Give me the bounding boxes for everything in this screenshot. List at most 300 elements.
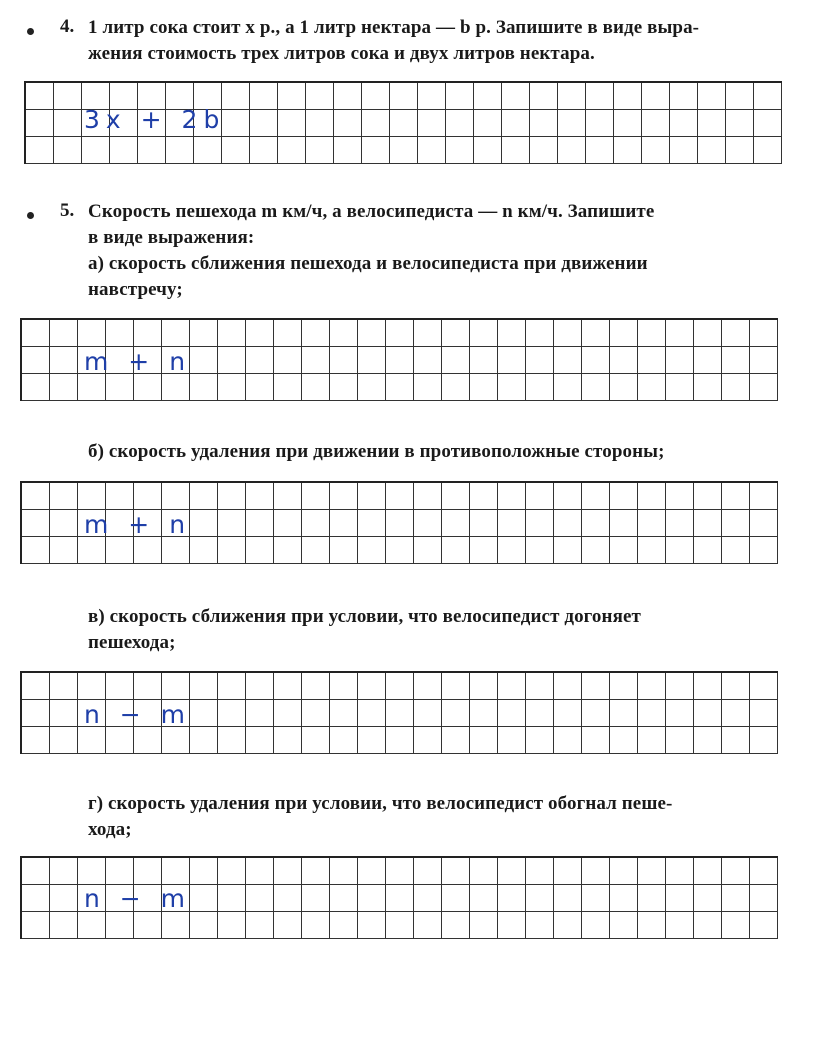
task5-bullet (27, 212, 34, 219)
grid-cell (414, 858, 442, 885)
grid-cell (498, 320, 526, 347)
grid-cell (162, 320, 190, 347)
grid-cell (582, 727, 610, 754)
grid-cell (610, 912, 638, 939)
grid-cell (358, 483, 386, 510)
grid-cell (330, 885, 358, 912)
grid-cell (218, 912, 246, 939)
grid-cell (274, 885, 302, 912)
grid-cell (582, 885, 610, 912)
grid-cell (698, 83, 726, 110)
grid-cell (470, 320, 498, 347)
grid-cell (306, 137, 334, 164)
grid-cell (614, 137, 642, 164)
grid-cell (50, 858, 78, 885)
grid-cell (274, 483, 302, 510)
grid-cell (362, 137, 390, 164)
grid-cell (110, 137, 138, 164)
grid-cell (330, 673, 358, 700)
grid-cell (22, 537, 50, 564)
grid-cell (390, 110, 418, 137)
grid-cell (526, 912, 554, 939)
grid-cell (554, 885, 582, 912)
grid-cell (386, 858, 414, 885)
grid-cell (50, 510, 78, 537)
grid-cell (470, 510, 498, 537)
grid-cell (246, 320, 274, 347)
grid-cell (106, 537, 134, 564)
grid-cell (554, 858, 582, 885)
grid-cell (498, 727, 526, 754)
grid-cell (134, 673, 162, 700)
grid-cell (250, 137, 278, 164)
grid-cell (246, 700, 274, 727)
grid-cell (386, 320, 414, 347)
grid-cell (722, 727, 750, 754)
grid-cell (50, 483, 78, 510)
grid-cell (222, 110, 250, 137)
grid-cell (250, 83, 278, 110)
grid-cell (218, 347, 246, 374)
grid-cell (694, 673, 722, 700)
grid-cell (358, 374, 386, 401)
grid-cell (582, 510, 610, 537)
grid-cell (554, 673, 582, 700)
grid-cell (414, 483, 442, 510)
grid-cell (754, 83, 782, 110)
grid-cell (54, 83, 82, 110)
grid-cell (386, 537, 414, 564)
grid-cell (442, 510, 470, 537)
grid-cell (582, 673, 610, 700)
grid-cell (134, 537, 162, 564)
grid-cell (666, 374, 694, 401)
grid-cell (218, 537, 246, 564)
grid-cell (162, 537, 190, 564)
grid-cell (190, 700, 218, 727)
task5b-answer: m + n (84, 510, 192, 539)
grid-cell (26, 83, 54, 110)
grid-cell (666, 912, 694, 939)
grid-cell (750, 727, 778, 754)
grid-cell (386, 727, 414, 754)
grid-cell (50, 537, 78, 564)
grid-cell (386, 673, 414, 700)
task5b-text-line1: б) скорость удаления при движении в противоположные стороны; (88, 441, 665, 462)
grid-cell (330, 347, 358, 374)
grid-cell (218, 320, 246, 347)
grid-cell (474, 83, 502, 110)
grid-cell (190, 727, 218, 754)
grid-cell (638, 483, 666, 510)
grid-cell (442, 673, 470, 700)
grid-cell (22, 858, 50, 885)
grid-cell (582, 320, 610, 347)
grid-cell (358, 320, 386, 347)
grid-cell (166, 137, 194, 164)
task5a-text-line2: навстречу; (88, 279, 183, 300)
grid-cell (610, 727, 638, 754)
grid-cell (666, 727, 694, 754)
grid-cell (442, 347, 470, 374)
grid-cell (162, 374, 190, 401)
grid-cell (330, 912, 358, 939)
grid-cell (666, 858, 694, 885)
grid-cell (302, 700, 330, 727)
grid-cell (26, 137, 54, 164)
grid-cell (442, 320, 470, 347)
grid-cell (138, 137, 166, 164)
grid-cell (502, 110, 530, 137)
grid-cell (22, 483, 50, 510)
grid-cell (722, 510, 750, 537)
task5-intro-line2: в виде выражения: (88, 227, 255, 248)
grid-cell (666, 347, 694, 374)
grid-cell (670, 83, 698, 110)
grid-cell (390, 137, 418, 164)
grid-cell (334, 110, 362, 137)
grid-cell (358, 347, 386, 374)
grid-cell (694, 510, 722, 537)
grid-cell (78, 320, 106, 347)
grid-cell (278, 83, 306, 110)
grid-cell (722, 320, 750, 347)
grid-cell (446, 137, 474, 164)
grid-cell (50, 700, 78, 727)
grid-cell (274, 673, 302, 700)
task4-text-line1: 1 литр сока стоит x р., а 1 литр нектара — b р. Запишите в виде выра- (88, 17, 700, 38)
grid-cell (582, 483, 610, 510)
grid-cell (502, 83, 530, 110)
grid-cell (638, 885, 666, 912)
grid-cell (666, 483, 694, 510)
grid-cell (666, 320, 694, 347)
grid-cell (726, 110, 754, 137)
grid-cell (414, 885, 442, 912)
grid-cell (526, 483, 554, 510)
grid-cell (614, 83, 642, 110)
task5c-text-line2: пешехода; (88, 632, 176, 653)
grid-cell (558, 137, 586, 164)
grid-cell (418, 83, 446, 110)
grid-cell (218, 885, 246, 912)
grid-cell (190, 347, 218, 374)
grid-cell (50, 347, 78, 374)
grid-cell (50, 320, 78, 347)
grid-cell (498, 912, 526, 939)
grid-cell (526, 727, 554, 754)
grid-cell (442, 885, 470, 912)
grid-cell (554, 912, 582, 939)
grid-cell (750, 510, 778, 537)
grid-cell (442, 483, 470, 510)
grid-cell (470, 347, 498, 374)
grid-cell (302, 347, 330, 374)
grid-cell (498, 483, 526, 510)
grid-cell (134, 858, 162, 885)
grid-cell (442, 912, 470, 939)
grid-cell (386, 347, 414, 374)
task5c-text-line1: в) скорость сближения при условии, что велосипедист догоняет (88, 606, 641, 627)
grid-cell (274, 700, 302, 727)
grid-cell (694, 483, 722, 510)
grid-cell (694, 858, 722, 885)
grid-cell (722, 374, 750, 401)
grid-cell (666, 700, 694, 727)
grid-cell (414, 510, 442, 537)
grid-cell (666, 510, 694, 537)
grid-cell (498, 347, 526, 374)
grid-cell (638, 858, 666, 885)
grid-cell (246, 912, 274, 939)
task4-answer: 3x + 2b (84, 105, 226, 134)
grid-cell (78, 912, 106, 939)
grid-cell (694, 700, 722, 727)
grid-cell (306, 110, 334, 137)
grid-cell (134, 320, 162, 347)
grid-cell (218, 727, 246, 754)
grid-cell (526, 885, 554, 912)
grid-cell (610, 700, 638, 727)
grid-cell (414, 912, 442, 939)
grid-cell (50, 374, 78, 401)
grid-cell (190, 537, 218, 564)
grid-cell (694, 912, 722, 939)
grid-cell (554, 374, 582, 401)
grid-cell (582, 374, 610, 401)
grid-cell (526, 320, 554, 347)
grid-cell (414, 320, 442, 347)
grid-cell (334, 137, 362, 164)
grid-cell (134, 912, 162, 939)
grid-cell (218, 700, 246, 727)
grid-cell (750, 673, 778, 700)
grid-cell (474, 110, 502, 137)
grid-cell (274, 374, 302, 401)
grid-cell (330, 700, 358, 727)
grid-cell (162, 673, 190, 700)
task5a-text-line1: а) скорость сближения пешехода и велосипедиста при движении (88, 253, 648, 274)
grid-cell (218, 673, 246, 700)
grid-cell (582, 858, 610, 885)
grid-cell (670, 110, 698, 137)
grid-cell (274, 537, 302, 564)
grid-cell (554, 320, 582, 347)
grid-cell (386, 483, 414, 510)
grid-cell (474, 137, 502, 164)
grid-cell (442, 858, 470, 885)
grid-cell (386, 700, 414, 727)
grid-cell (134, 727, 162, 754)
grid-cell (162, 858, 190, 885)
grid-cell (386, 885, 414, 912)
grid-cell (330, 858, 358, 885)
grid-cell (246, 727, 274, 754)
grid-cell (274, 912, 302, 939)
grid-cell (610, 374, 638, 401)
grid-cell (358, 510, 386, 537)
grid-cell (162, 483, 190, 510)
grid-cell (666, 537, 694, 564)
grid-cell (218, 374, 246, 401)
grid-cell (246, 510, 274, 537)
grid-cell (610, 483, 638, 510)
grid-cell (582, 700, 610, 727)
grid-cell (554, 727, 582, 754)
grid-cell (638, 374, 666, 401)
grid-cell (498, 537, 526, 564)
grid-cell (334, 83, 362, 110)
grid-cell (750, 885, 778, 912)
grid-cell (50, 885, 78, 912)
grid-cell (358, 912, 386, 939)
grid-cell (246, 374, 274, 401)
grid-cell (610, 858, 638, 885)
grid-cell (610, 673, 638, 700)
grid-cell (246, 885, 274, 912)
grid-cell (642, 137, 670, 164)
grid-cell (194, 137, 222, 164)
grid-cell (190, 912, 218, 939)
grid-cell (750, 374, 778, 401)
grid-cell (638, 700, 666, 727)
grid-cell (218, 858, 246, 885)
grid-cell (330, 727, 358, 754)
grid-cell (670, 137, 698, 164)
grid-cell (330, 483, 358, 510)
grid-cell (558, 83, 586, 110)
grid-cell (498, 858, 526, 885)
grid-cell (330, 510, 358, 537)
grid-cell (246, 673, 274, 700)
grid-cell (50, 912, 78, 939)
grid-cell (530, 83, 558, 110)
grid-cell (190, 885, 218, 912)
task5d-text-line2: хода; (88, 819, 132, 840)
grid-cell (554, 347, 582, 374)
grid-cell (246, 858, 274, 885)
grid-cell (106, 727, 134, 754)
grid-cell (302, 858, 330, 885)
grid-cell (134, 483, 162, 510)
grid-cell (558, 110, 586, 137)
grid-cell (470, 885, 498, 912)
grid-cell (190, 320, 218, 347)
grid-cell (750, 858, 778, 885)
grid-cell (638, 320, 666, 347)
grid-cell (498, 374, 526, 401)
grid-cell (414, 700, 442, 727)
grid-cell (278, 137, 306, 164)
grid-cell (22, 700, 50, 727)
grid-cell (470, 673, 498, 700)
grid-cell (502, 137, 530, 164)
grid-cell (694, 347, 722, 374)
grid-cell (694, 374, 722, 401)
grid-cell (526, 537, 554, 564)
grid-cell (22, 885, 50, 912)
grid-cell (250, 110, 278, 137)
grid-cell (50, 727, 78, 754)
grid-cell (754, 137, 782, 164)
grid-cell (722, 483, 750, 510)
task4-text-line2: жения стоимость трех литров сока и двух литров нектара. (88, 43, 595, 64)
grid-cell (470, 912, 498, 939)
grid-cell (50, 673, 78, 700)
grid-cell (726, 137, 754, 164)
grid-cell (302, 885, 330, 912)
task5a-answer: m + n (84, 347, 192, 376)
grid-cell (82, 137, 110, 164)
grid-cell (78, 673, 106, 700)
grid-cell (586, 83, 614, 110)
task5d-answer: n − m (84, 884, 192, 913)
grid-cell (666, 885, 694, 912)
grid-cell (722, 347, 750, 374)
grid-cell (274, 727, 302, 754)
task4-number: 4. (60, 16, 75, 37)
grid-cell (134, 374, 162, 401)
grid-cell (610, 347, 638, 374)
grid-cell (442, 374, 470, 401)
grid-cell (358, 858, 386, 885)
grid-cell (750, 347, 778, 374)
grid-cell (698, 137, 726, 164)
grid-cell (698, 110, 726, 137)
grid-cell (442, 537, 470, 564)
grid-cell (190, 673, 218, 700)
grid-cell (358, 727, 386, 754)
grid-cell (554, 700, 582, 727)
grid-cell (274, 320, 302, 347)
grid-cell (530, 137, 558, 164)
grid-cell (582, 537, 610, 564)
grid-cell (106, 912, 134, 939)
grid-cell (106, 374, 134, 401)
grid-cell (750, 537, 778, 564)
grid-cell (446, 83, 474, 110)
grid-cell (330, 537, 358, 564)
grid-cell (246, 537, 274, 564)
grid-cell (330, 374, 358, 401)
grid-cell (642, 83, 670, 110)
grid-cell (498, 700, 526, 727)
grid-cell (610, 510, 638, 537)
grid-cell (722, 673, 750, 700)
grid-cell (302, 727, 330, 754)
grid-cell (554, 483, 582, 510)
grid-cell (750, 912, 778, 939)
grid-cell (190, 483, 218, 510)
grid-cell (78, 858, 106, 885)
grid-cell (610, 885, 638, 912)
grid-cell (750, 700, 778, 727)
grid-cell (526, 347, 554, 374)
grid-cell (526, 510, 554, 537)
grid-cell (470, 483, 498, 510)
grid-cell (22, 510, 50, 537)
grid-cell (222, 83, 250, 110)
grid-cell (106, 673, 134, 700)
grid-cell (554, 510, 582, 537)
grid-cell (666, 673, 694, 700)
grid-cell (722, 912, 750, 939)
grid-cell (470, 727, 498, 754)
grid-cell (554, 537, 582, 564)
grid-cell (302, 537, 330, 564)
task5-number: 5. (60, 200, 75, 221)
grid-cell (610, 320, 638, 347)
